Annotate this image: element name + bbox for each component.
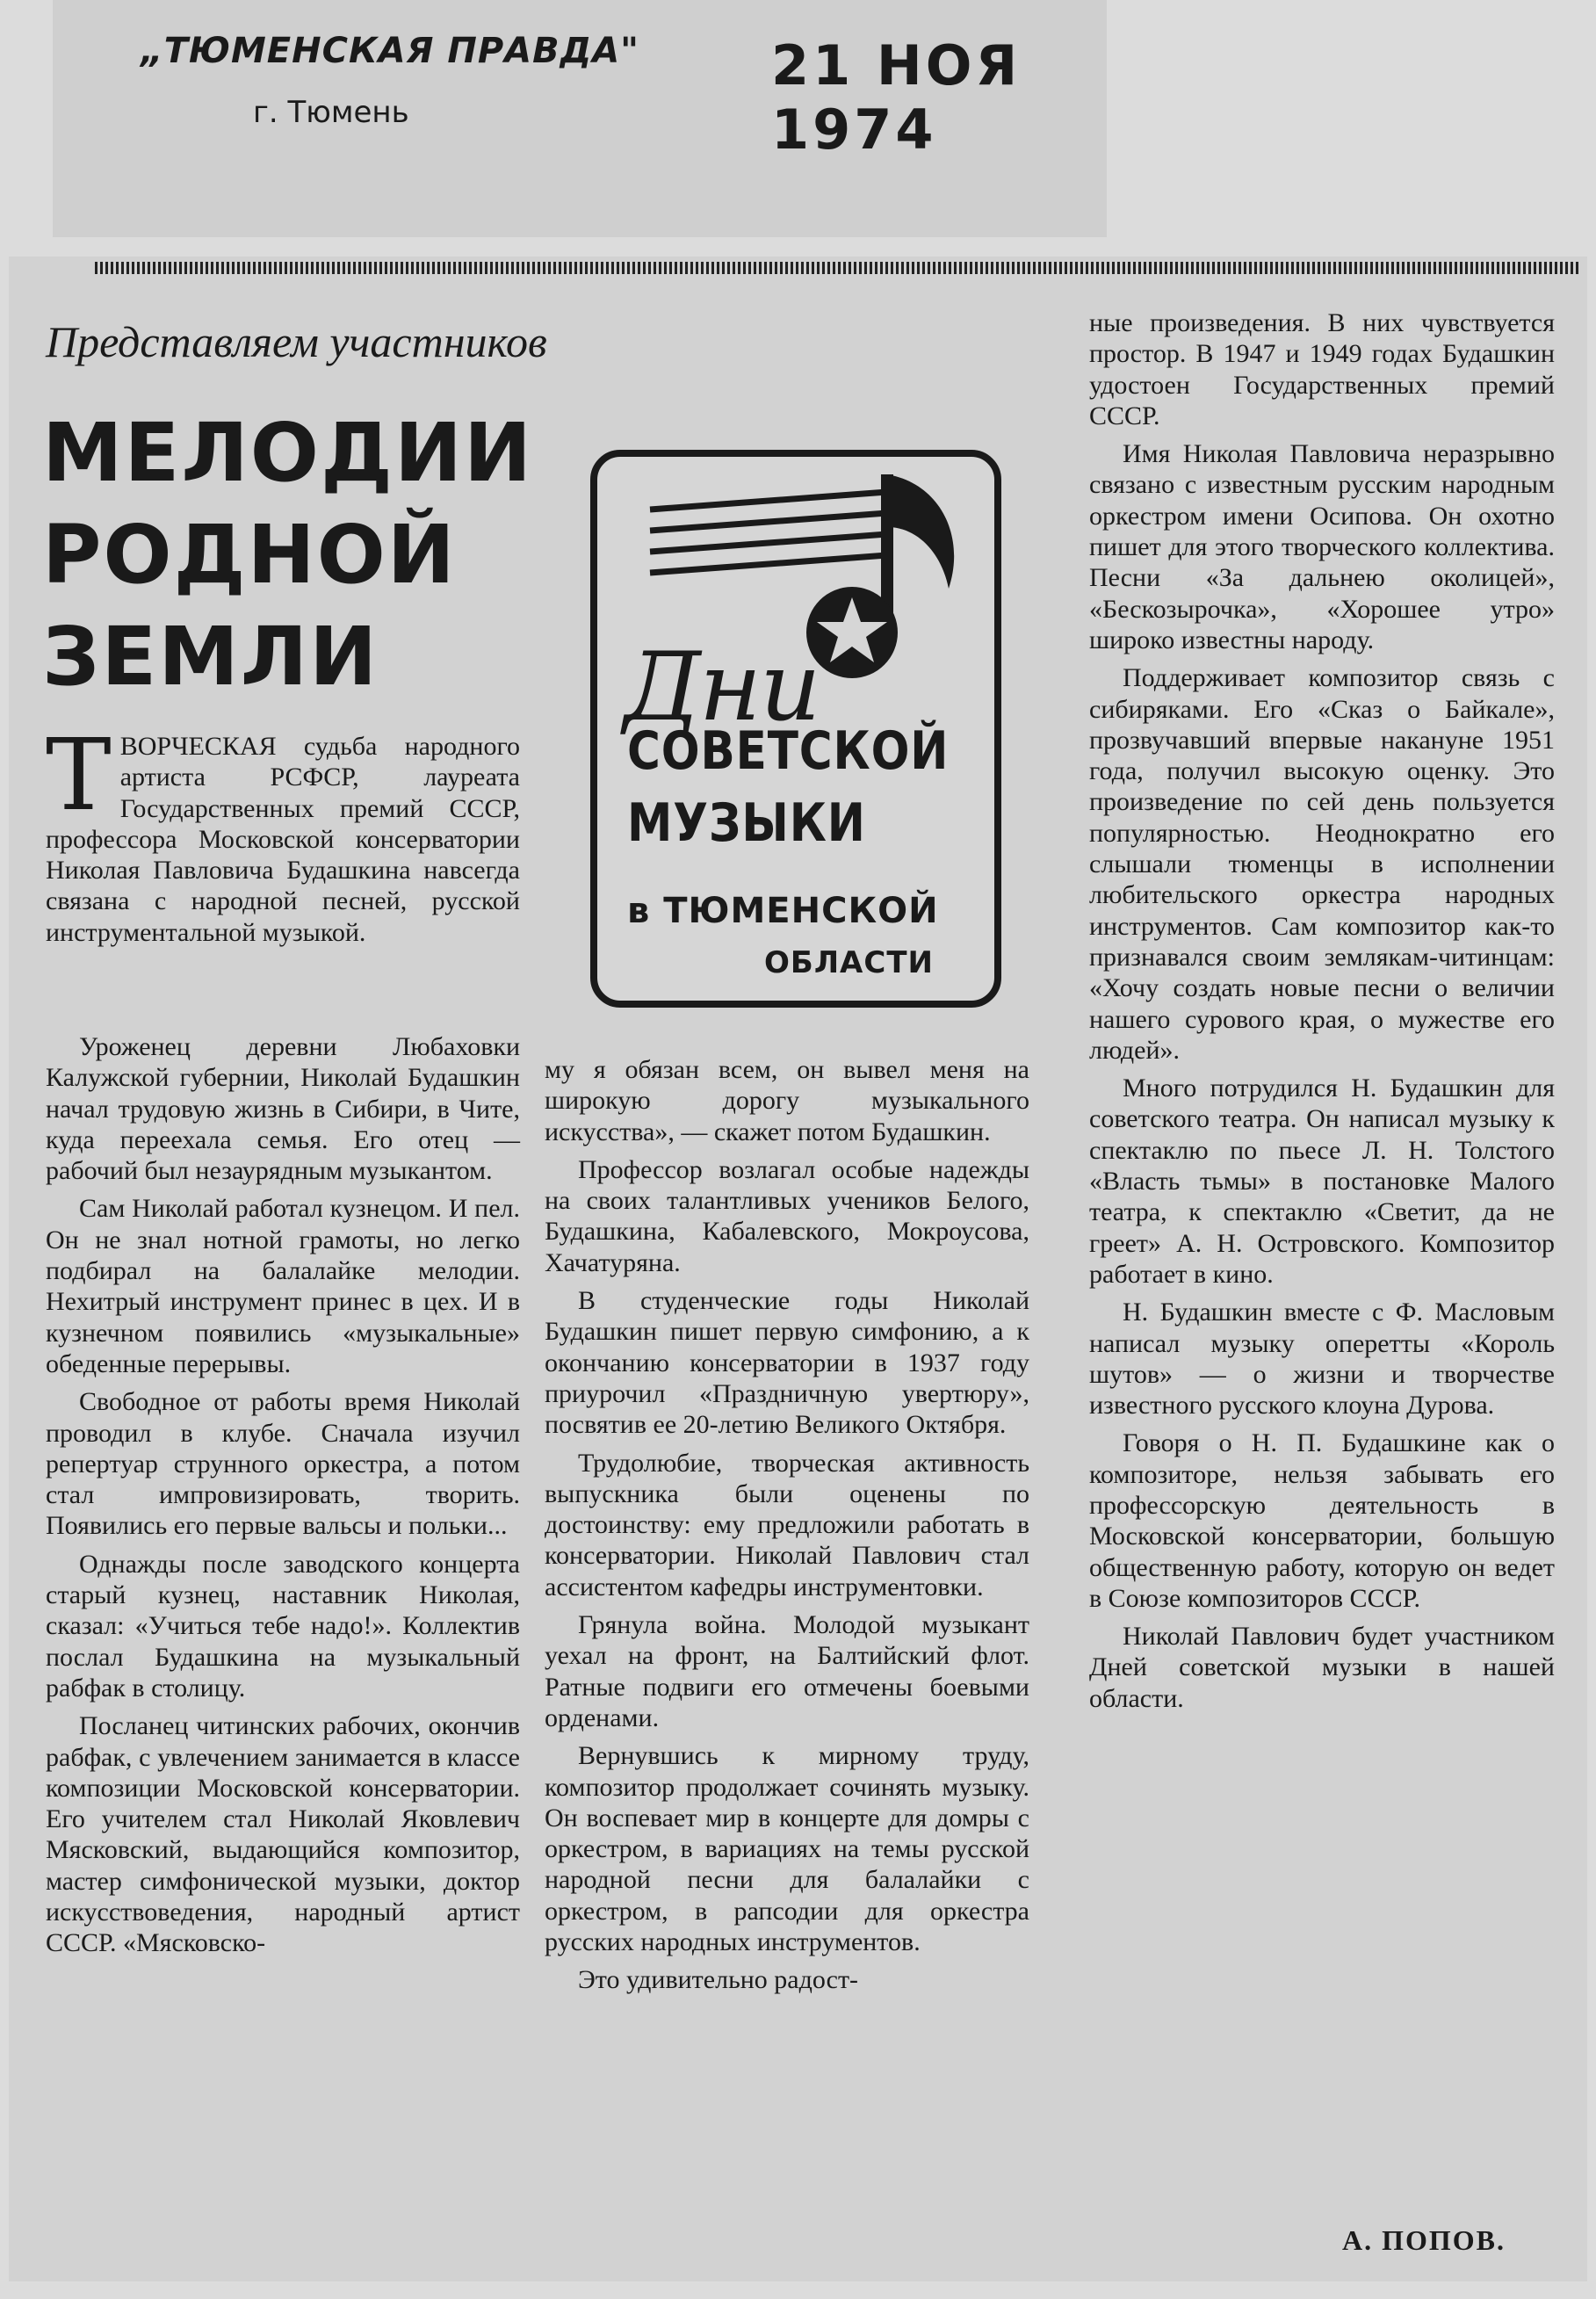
headline-line: МЕЛОДИИ: [42, 406, 533, 500]
paragraph: Поддерживает композитор связь с сибиряками. Его «Сказ о Байкале», прозвучавший впервые накануне 1951 года, получил высокую оценку. Это произведение по сей день пользуется популярностью. Неоднократно его слышали тюменцы в исполнении любительского оркестра народных инструментов. Сам композитор как-то признавался своим землякам-читинцам: «Хочу создать новые песни о величии нашего сурового края, о мужестве его людей».: [1089, 663, 1555, 1065]
rubric: Представляем участников: [46, 317, 547, 366]
drop-cap: Т: [46, 719, 112, 833]
newspaper-stamp: [53, 0, 1107, 237]
article-column-1-top: [46, 719, 520, 948]
article-column-1: [46, 1031, 520, 1959]
stamp-newspaper-name: „ТЮМЕНСКАЯ ПРАВДА": [141, 31, 639, 71]
paragraph: му я обязан всем, он вывел меня на широкую дорогу музыкального искусства», — скажет потом Будашкин.: [545, 1055, 1029, 1146]
headline: [42, 402, 560, 708]
paragraph: В студенческие годы Николай Будашкин пишет первую симфонию, а к окончанию консерватории в 1937 году приурочил «Праздничную увертюру», посвятив ее 20-летию Великого Октября.: [545, 1286, 1029, 1440]
headline-line: ЗЕМЛИ: [42, 610, 379, 704]
paragraph: Профессор возлагал особые надежды на своих талантливых учеников Белого, Будашкина, Кабалевского, Мокроусова, Хачатуряна.: [545, 1154, 1029, 1277]
emblem-line: в ТЮМЕНСКОЙ: [627, 891, 939, 931]
paragraph: Вернувшись к мирному труду, композитор продолжает сочинять музыку. Он воспевает мир в концерте для домры с оркестром, в вариациях на темы русской народной песни для балалайки с оркестром, в рапсодии для оркестра русских народных инструментов.: [545, 1741, 1029, 1957]
emblem-script-word: Дни: [624, 633, 820, 742]
paragraph: Сам Николай работал кузнецом. И пел. Он не знал нотной грамоты, но легко подбирал на балалайке мелодии. Нехитрый инструмент принес в цех. И в кузнечном появились «музыкальные» обеденные перерывы.: [46, 1194, 520, 1378]
clipping-top-border: [95, 262, 1579, 274]
paragraph: Много потрудился Н. Будашкин для советского театра. Он написал музыку к спектаклю по пьесе Л. Н. Толстого «Власть тьмы» в постановке Малого театра, к спектаклю «Светит, да не греет» А. Н. Островского. Композитор работает в кино.: [1089, 1074, 1555, 1289]
paragraph: Николай Павлович будет участником Дней советской музыки в нашей области.: [1089, 1622, 1555, 1713]
paragraph: Грянула война. Молодой музыкант уехал на фронт, на Балтийский флот. Ратные подвиги его отмечены боевыми орденами.: [545, 1610, 1029, 1732]
paragraph: Трудолюбие, творческая активность выпускника были оценены по достоинству: ему предложили работать в консерватории. Николай Павлович стал ассистентом кафедры инструментовки.: [545, 1448, 1029, 1601]
festival-emblem: [590, 450, 1001, 1008]
paragraph: Н. Будашкин вместе с Ф. Масловым написал музыку оперетты «Король шутов» — о жизни и творчестве известного русского клоуна Дурова.: [1089, 1298, 1555, 1421]
emblem-line: ОБЛАСТИ: [764, 945, 934, 980]
paragraph: ные произведения. В них чувствуется простор. В 1947 и 1949 годах Будашкин удостоен Государственных премий СССР.: [1089, 308, 1555, 430]
headline-line: РОДНОЙ: [42, 508, 457, 602]
paragraph: Имя Николая Павловича неразрывно связано с известным русским народным оркестром имени Осипова. Он охотно пишет для этого творческого коллектива. Песни «За дальнею околицей», «Бескозырочка», «Хорошее утро» широко известны народу.: [1089, 439, 1555, 654]
author-signature: А. ПОПОВ.: [1342, 2224, 1506, 2256]
stamp-city: г. Тюмень: [253, 95, 409, 130]
paragraph: Посланец читинских рабочих, окончив рабфак, с увлечением занимается в классе композиции Московской консерватории. Его учителем стал Николай Яковлевич Мясковский, выдающийся композитор, мастер симфонической музыки, доктор искусствоведения, народный артист СССР. «Мясковско-: [46, 1711, 520, 1958]
paragraph: [46, 719, 520, 948]
paragraph: Свободное от работы время Николай проводил в клубе. Сначала изучил репертуар струнного оркестра, а потом стал импровизировать, творить. Появились его первые вальсы и польки...: [46, 1387, 520, 1541]
emblem-line: СОВЕТСКОЙ: [627, 720, 950, 782]
paragraph: Это удивительно радост-: [578, 1965, 859, 1995]
emblem-line: МУЗЫКИ: [627, 792, 866, 854]
stamp-date: 21 НОЯ 1974: [771, 33, 1022, 162]
article-column-2: [545, 1054, 1029, 1996]
paragraph: Уроженец деревни Любаховки Калужской губернии, Николай Будашкин начал трудовую жизнь в Сибири, в Чите, куда переехала семья. Его отец — рабочий был незаурядным музыкантом.: [46, 1032, 520, 1186]
paragraph: Однажды после заводского концерта старый кузнец, наставник Николая, сказал: «Учиться тебе надо!». Коллектив послал Будашкина на музыкальный рабфак в столицу.: [46, 1549, 520, 1703]
article-column-3: [1089, 307, 1555, 1714]
paragraph-text: ВОРЧЕСКАЯ судьба народного артиста РСФСР, лауреата Государственных премий СССР, профессора Московской консерватории Николая Павловича Будашкина навсегда связана с народной песней, русской инструментальной музыкой.: [46, 732, 520, 947]
paragraph: Говоря о Н. П. Будашкине как о композиторе, нельзя забывать его профессорскую деятельность в Московской консерватории, большую общественную работу, которую он ведет в Союзе композиторов СССР.: [1089, 1428, 1555, 1613]
